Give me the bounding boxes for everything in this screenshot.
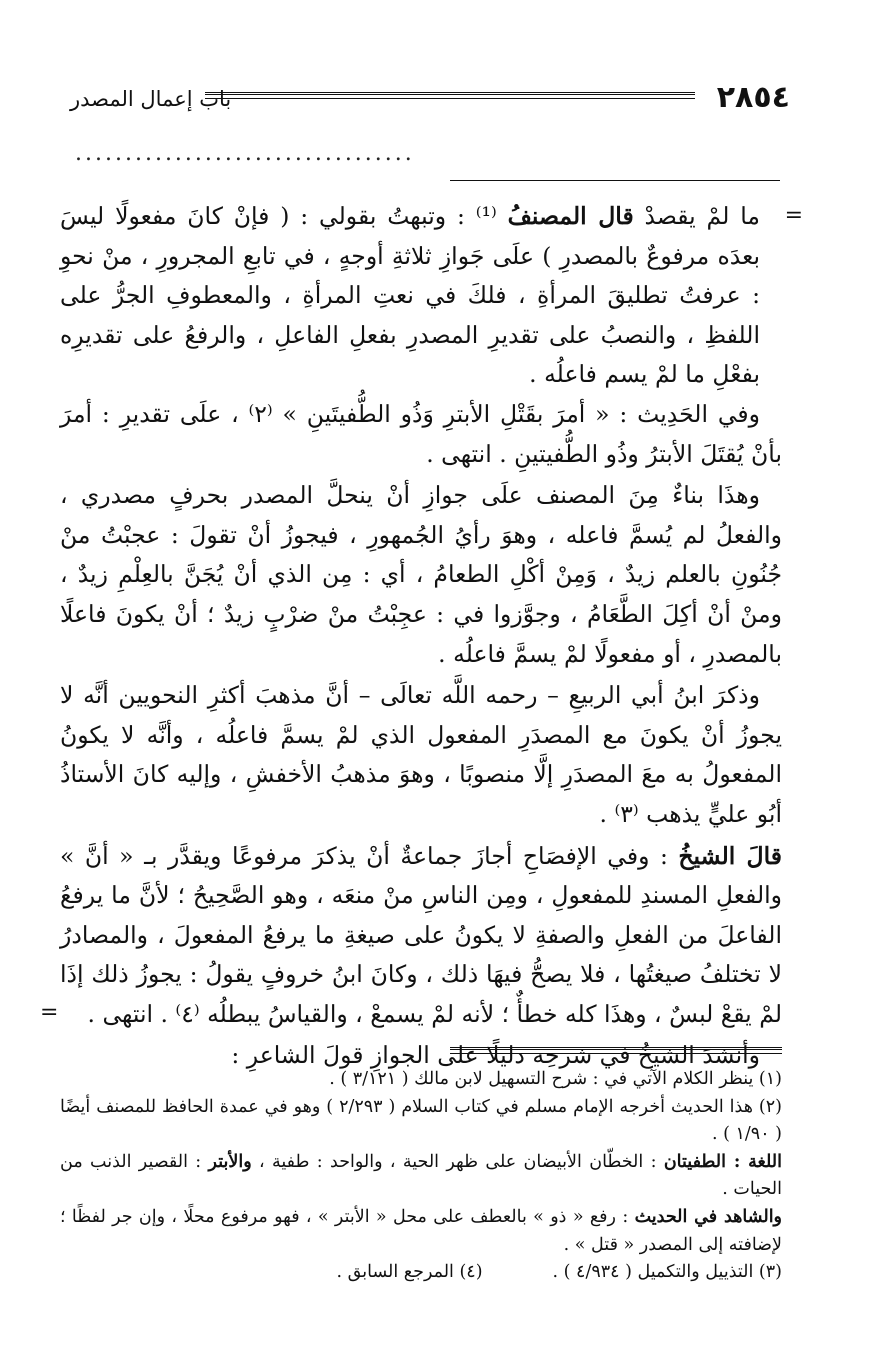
page-number: ٢٨٥٤ (716, 80, 790, 115)
paragraph-1: ما لمْ يقصدْ قال المصنفُ ⁽¹⁾ : وتبهتُ بقولي : ( فإنْ كانَ مفعولًا ليسَ بعدَه مرفوعٌ بالمصدرِ ) علَى جَوازِ ثلاثةِ أوجهٍ ، في تابعِ المجرورِ ، منْ نحوِ : عرفتُ تطليقَ المرأةِ ، فلكَ في نعتِ المرأةِ ، والمعطوفِ الجرُّ على اللفظِ ، والنصبُ على تقديرِ المصدرِ بفعلِ الفاعلِ ، والرفعُ على تقديرِه بفعْلِ ما لمْ يسم فاعلُه . (60, 202, 760, 389)
continuation-mark-end: = (40, 1000, 59, 1025)
paragraph-6: وأنشدَ الشيخُ في شرحِه دليلًا على الجوازِ قولَ الشاعرِ : (231, 1041, 760, 1070)
footnote-4: (٤) المرجع السابق . (336, 1262, 483, 1283)
paragraph-5: قالَ الشيخُ : وفي الإفصَاحِ أجازَ جماعةٌ أنْ يذكرَ مرفوعًا ويقدَّر بـ « أنَّ » والفعلِ المسندِ للمفعولِ ، ومِن الناسِ منْ منعَه ، وهو الصَّحِيحُ ؛ لأنَّ ما يرفعُ الفاعلَ من الفعلِ والصفةِ لا يكونُ على صيغةِ ما يرفعُ المفعولَ ، والمصادرُ لا تختلفُ صيغتُها ، فلا يصحُّ فيهَا ذلك ، وكانَ ابنُ خروفٍ يقولُ : يجوزُ ذلك إذَا لمْ يقعْ لبسٌ ، وهذَا كله خطأٌ ؛ لأنه لمْ يسمعْ ، والقياسُ يبطلُه ⁽٤⁾ . انتهى . (60, 841, 782, 1028)
header-rule (205, 92, 695, 95)
author-label: قال المصنفُ (507, 202, 634, 230)
paragraph-4: وذكرَ ابنُ أبي الربيعِ – رحمه اللَّه تعالَى – أنَّ مذهبَ أكثرِ النحويين أنَّه لا يجوزُ أنْ يكونَ مع المصدَرِ المفعول الذي لمْ يسمَّ فاعلُه ، وأنَّه لا يكونُ المفعولُ به معَ المصدَرِ إلَّا منصوبًا ، وهوَ مذهبُ الأخفشِ ، وإليه كانَ الأستاذُ أبُو عليٍّ يذهب ⁽٣⁾ . (60, 681, 782, 828)
shaykh-label: قالَ الشيخُ (678, 841, 782, 870)
footnote-2: (٢) هذا الحديث أخرجه الإمام مسلم في كتاب السلام ( ٢/٢٩٣ ) وهو في عمدة الحافظ للمصنف أيضًا ( ١/٩٠ ) . (60, 1096, 782, 1145)
header-rule-thin (205, 98, 695, 99)
footnote-lugha: اللغة : الطفيتان : الخطّان الأبيضان على ظهر الحية ، والواحد : طفية ، والأبتر : القصير الذنب من الحيات . (60, 1151, 782, 1200)
continuation-mark: = (784, 203, 803, 228)
footnote-rule (450, 1047, 782, 1050)
footnote-1: (١) ينظر الكلام الآتي في : شرح التسهيل لابن مالك ( ٣/١٢١ ) . (329, 1069, 782, 1089)
footnotes (60, 1066, 782, 1287)
paragraph-2: وفي الحَدِيث : « أمرَ بقَتْلِ الأبترِ وَذُو الطُّفيتَينِ » ⁽٢⁾ ، علَى تقديرِ : أمرَ بأنْ يُقتَلَ الأبترُ وذُو الطُّفيتينِ . انتهى . (60, 399, 782, 468)
main-text (60, 197, 782, 1076)
paragraph-3: وهذَا بناءٌ مِنَ المصنف علَى جوازِ أنْ ينحلَّ المصدر بحرفٍ مصدري ، والفعلُ لم يُسمَّ فاعله ، وهوَ رأيُ الجُمهورِ ، فيجوزُ أنْ تقولَ : عجبْتُ منْ جُنُونِ بالعلم زيدٌ ، وَمِنْ أكْلِ الطعامُ ، أي : مِن الذي أنْ يُجَنَّ بالعِلْمِ زيدٌ ، ومنْ أنْ أكِلَ الطَّعَامُ ، وجوَّزوا في : عجِبْتُ منْ ضرْبٍ زيدٌ ؛ أنْ يكونَ فاعلًا بالمصدرِ ، أو مفعولًا لمْ يسمَّ فاعلُه . (60, 481, 782, 668)
footnote-shahid: والشاهد في الحديث : رفع « ذو » بالعطف على محل « الأبتر » ، فهو مرفوع محلًا ، وإن جر لفظًا ؛ لإضافته إلى المصدر « قتل » . (60, 1206, 783, 1255)
top-rule (450, 180, 780, 181)
page-header (60, 78, 790, 122)
chapter-title: باب إعمال المصدر (70, 87, 232, 111)
footnote-row (60, 1259, 782, 1287)
separator-dots: .................................. (75, 143, 415, 165)
footnote-3: (٣) التذييل والتكميل ( ٤/٩٣٤ ) . (552, 1262, 782, 1283)
footnote-rule-thin (450, 1053, 782, 1054)
